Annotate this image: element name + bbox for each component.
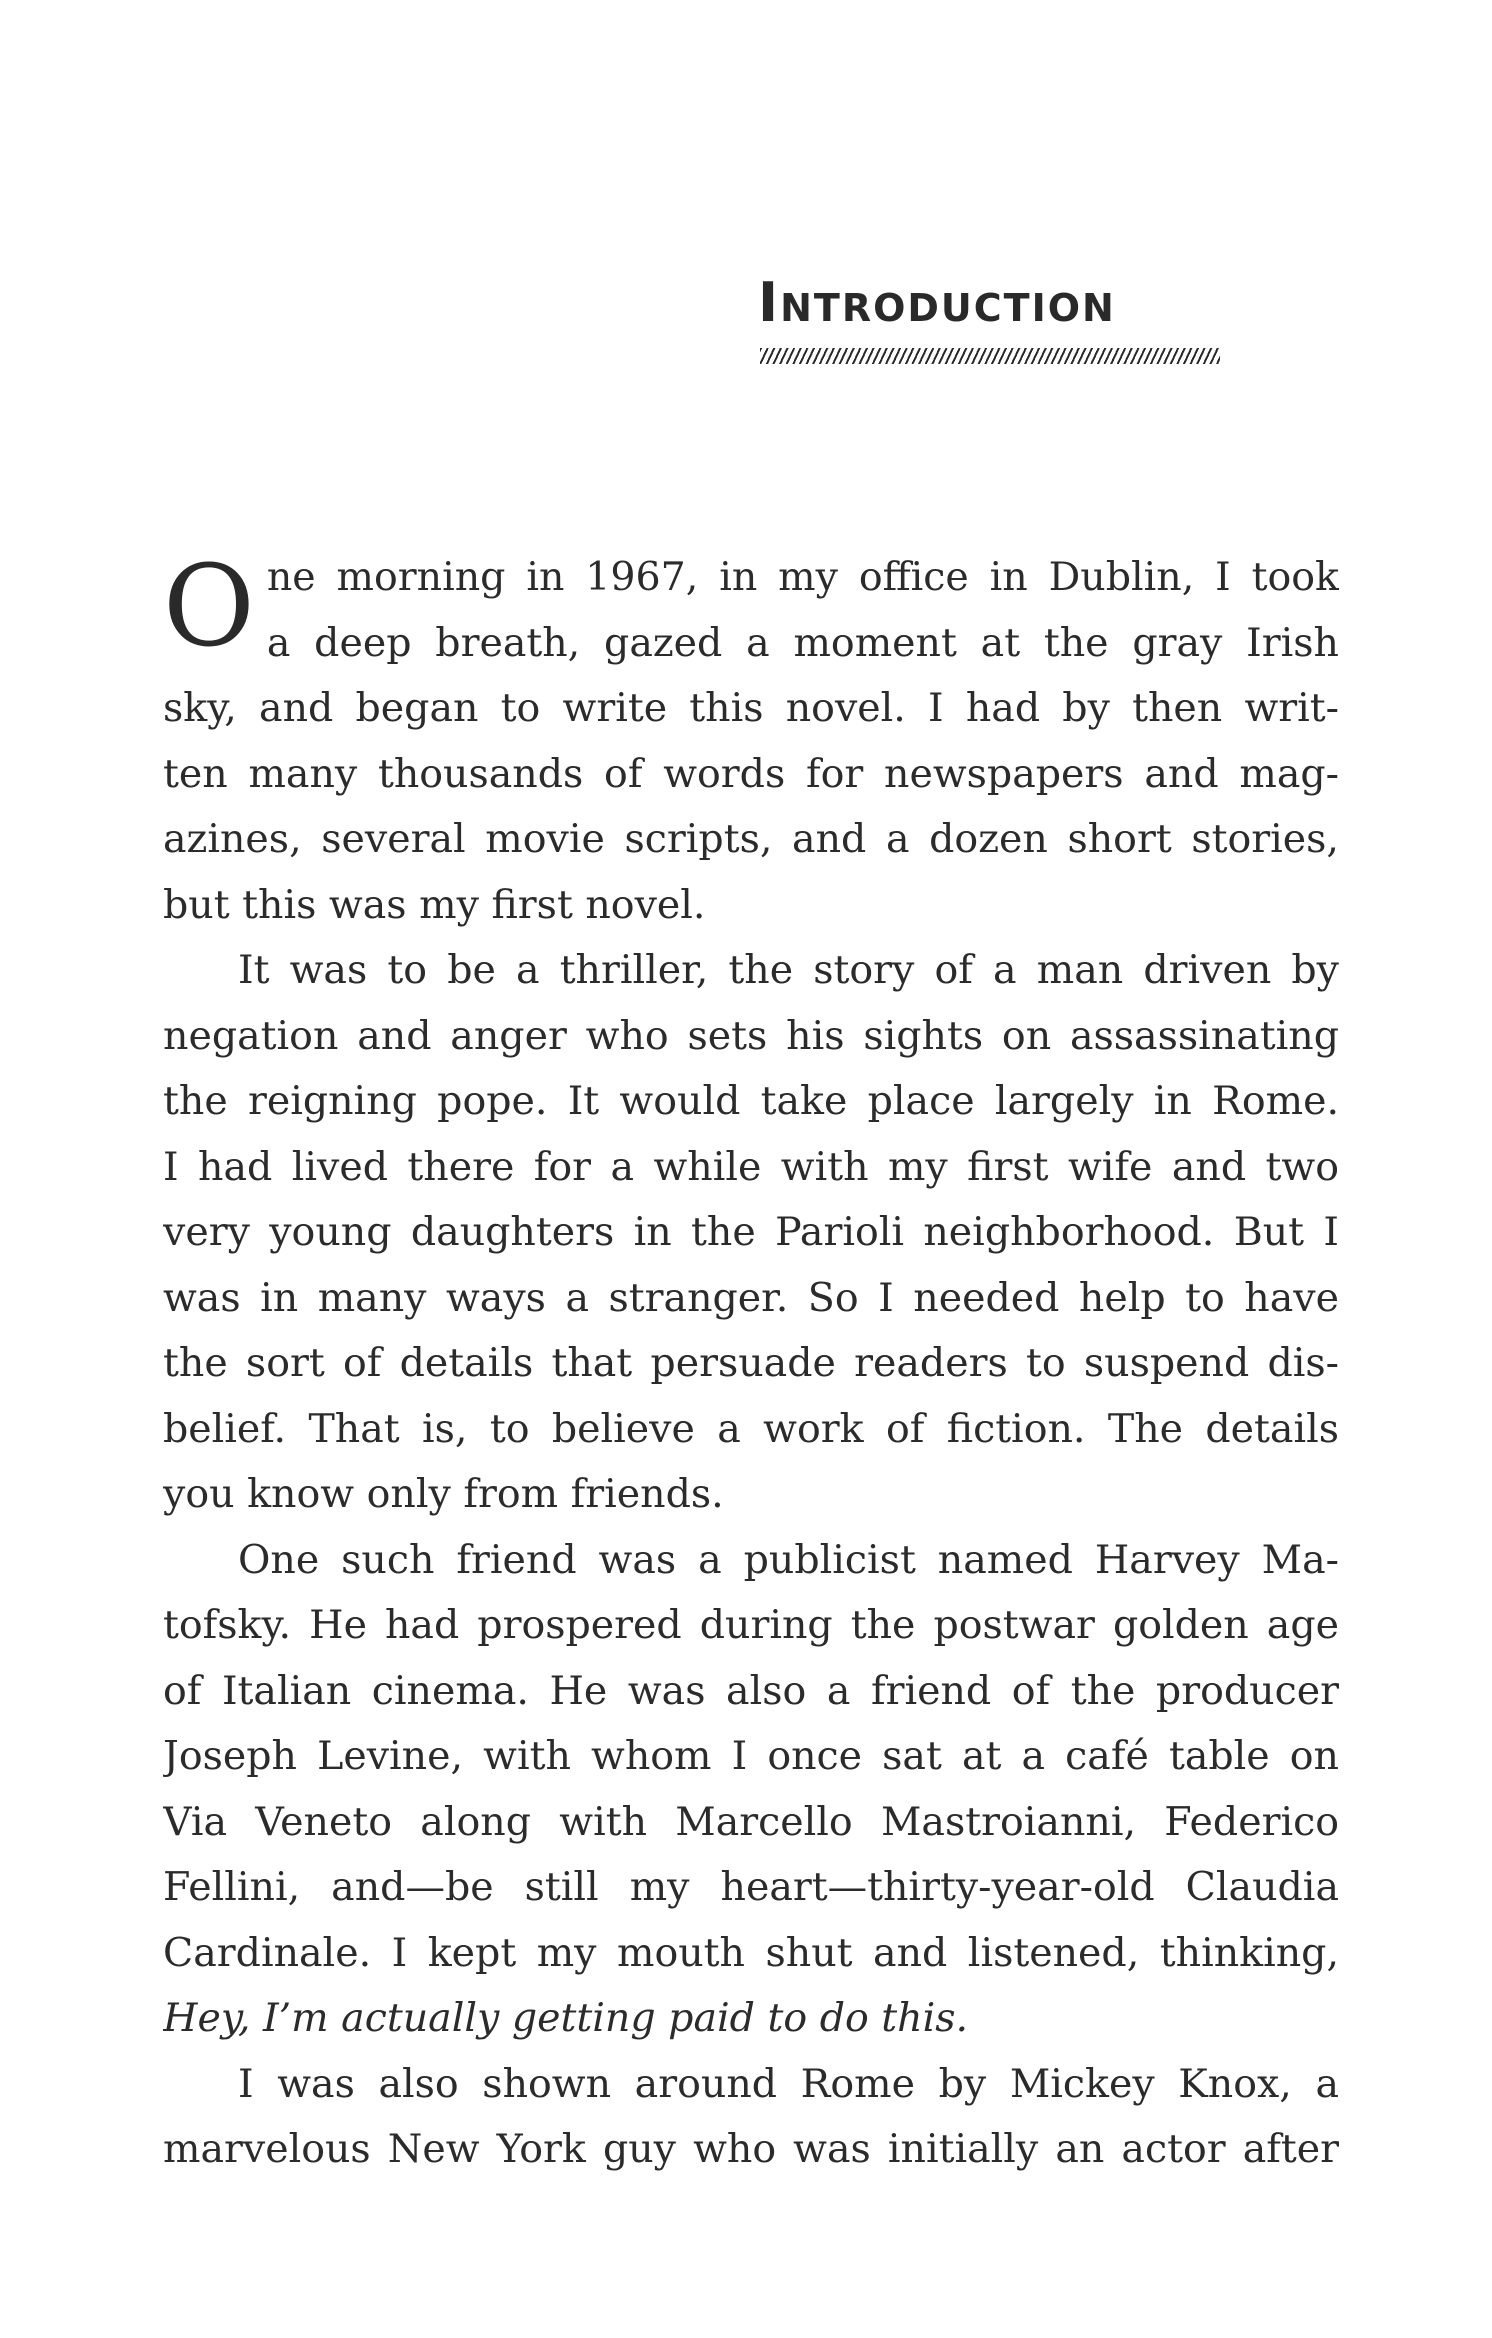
text-line: It was to be a thriller, the story of a man driven by: [238, 947, 1339, 993]
text-line: I was also shown around Rome by Mickey Knox, a: [238, 2060, 1339, 2107]
text-line: sky, and began to write this novel. I had by then writ-: [163, 685, 1339, 731]
text-line: Joseph Levine, with whom I once sat at a café table on: [163, 1733, 1339, 1779]
text-line: marvelous New York guy who was initially an actor after: [163, 2126, 1339, 2172]
text-line: very young daughters in the Parioli neighborhood. But I: [163, 1209, 1339, 1255]
text-line: negation and anger who sets his sights on assassinating: [163, 1012, 1339, 1059]
paragraph-2: [163, 938, 1339, 1528]
text-line: One such friend was a publicist named Harvey Ma-: [238, 1536, 1339, 1583]
text-line-italic: Hey, I’m actually getting paid to do this.: [163, 1995, 969, 2041]
text-line: ne morning in 1967, in my office in Dublin, I took: [266, 554, 1339, 600]
text-line: was in many ways a stranger. So I needed help to have: [163, 1274, 1339, 1321]
text-line: tofsky. He had prospered during the postwar golden age: [163, 1602, 1339, 1648]
paragraph-4: [163, 2052, 1339, 2183]
heading-hatch-rule: [760, 348, 1220, 364]
text-line: Via Veneto along with Marcello Mastroianni, Federico: [163, 1798, 1339, 1845]
drop-cap: O: [163, 542, 255, 672]
text-line: ten many thousands of words for newspapers and mag-: [163, 750, 1339, 797]
text-line: but this was my first novel.: [163, 881, 706, 928]
text-line: of Italian cinema. He was also a friend of the producer: [163, 1667, 1339, 1714]
text-line: a deep breath, gazed a moment at the gray Irish: [266, 619, 1339, 666]
body-text: [163, 542, 1339, 2183]
text-line: the reigning pope. It would take place largely in Rome.: [163, 1078, 1339, 1124]
text-line: azines, several movie scripts, and a dozen short stories,: [163, 816, 1339, 862]
text-line: the sort of details that persuade readers to suspend dis-: [163, 1340, 1339, 1386]
paragraph-1: [163, 542, 1339, 938]
text-line: belief. That is, to believe a work of fiction. The details: [163, 1405, 1339, 1452]
chapter-title: Introduction: [758, 271, 1116, 334]
text-line: I had lived there for a while with my first wife and two: [163, 1143, 1339, 1190]
paragraph-3: [163, 1528, 1339, 2052]
text-line: you know only from friends.: [163, 1471, 724, 1517]
chapter-heading: [758, 268, 1228, 398]
text-line: Fellini, and—be still my heart—thirty-year-old Claudia: [163, 1864, 1339, 1910]
text-line: Cardinale. I kept my mouth shut and listened, thinking,: [163, 1929, 1339, 1976]
